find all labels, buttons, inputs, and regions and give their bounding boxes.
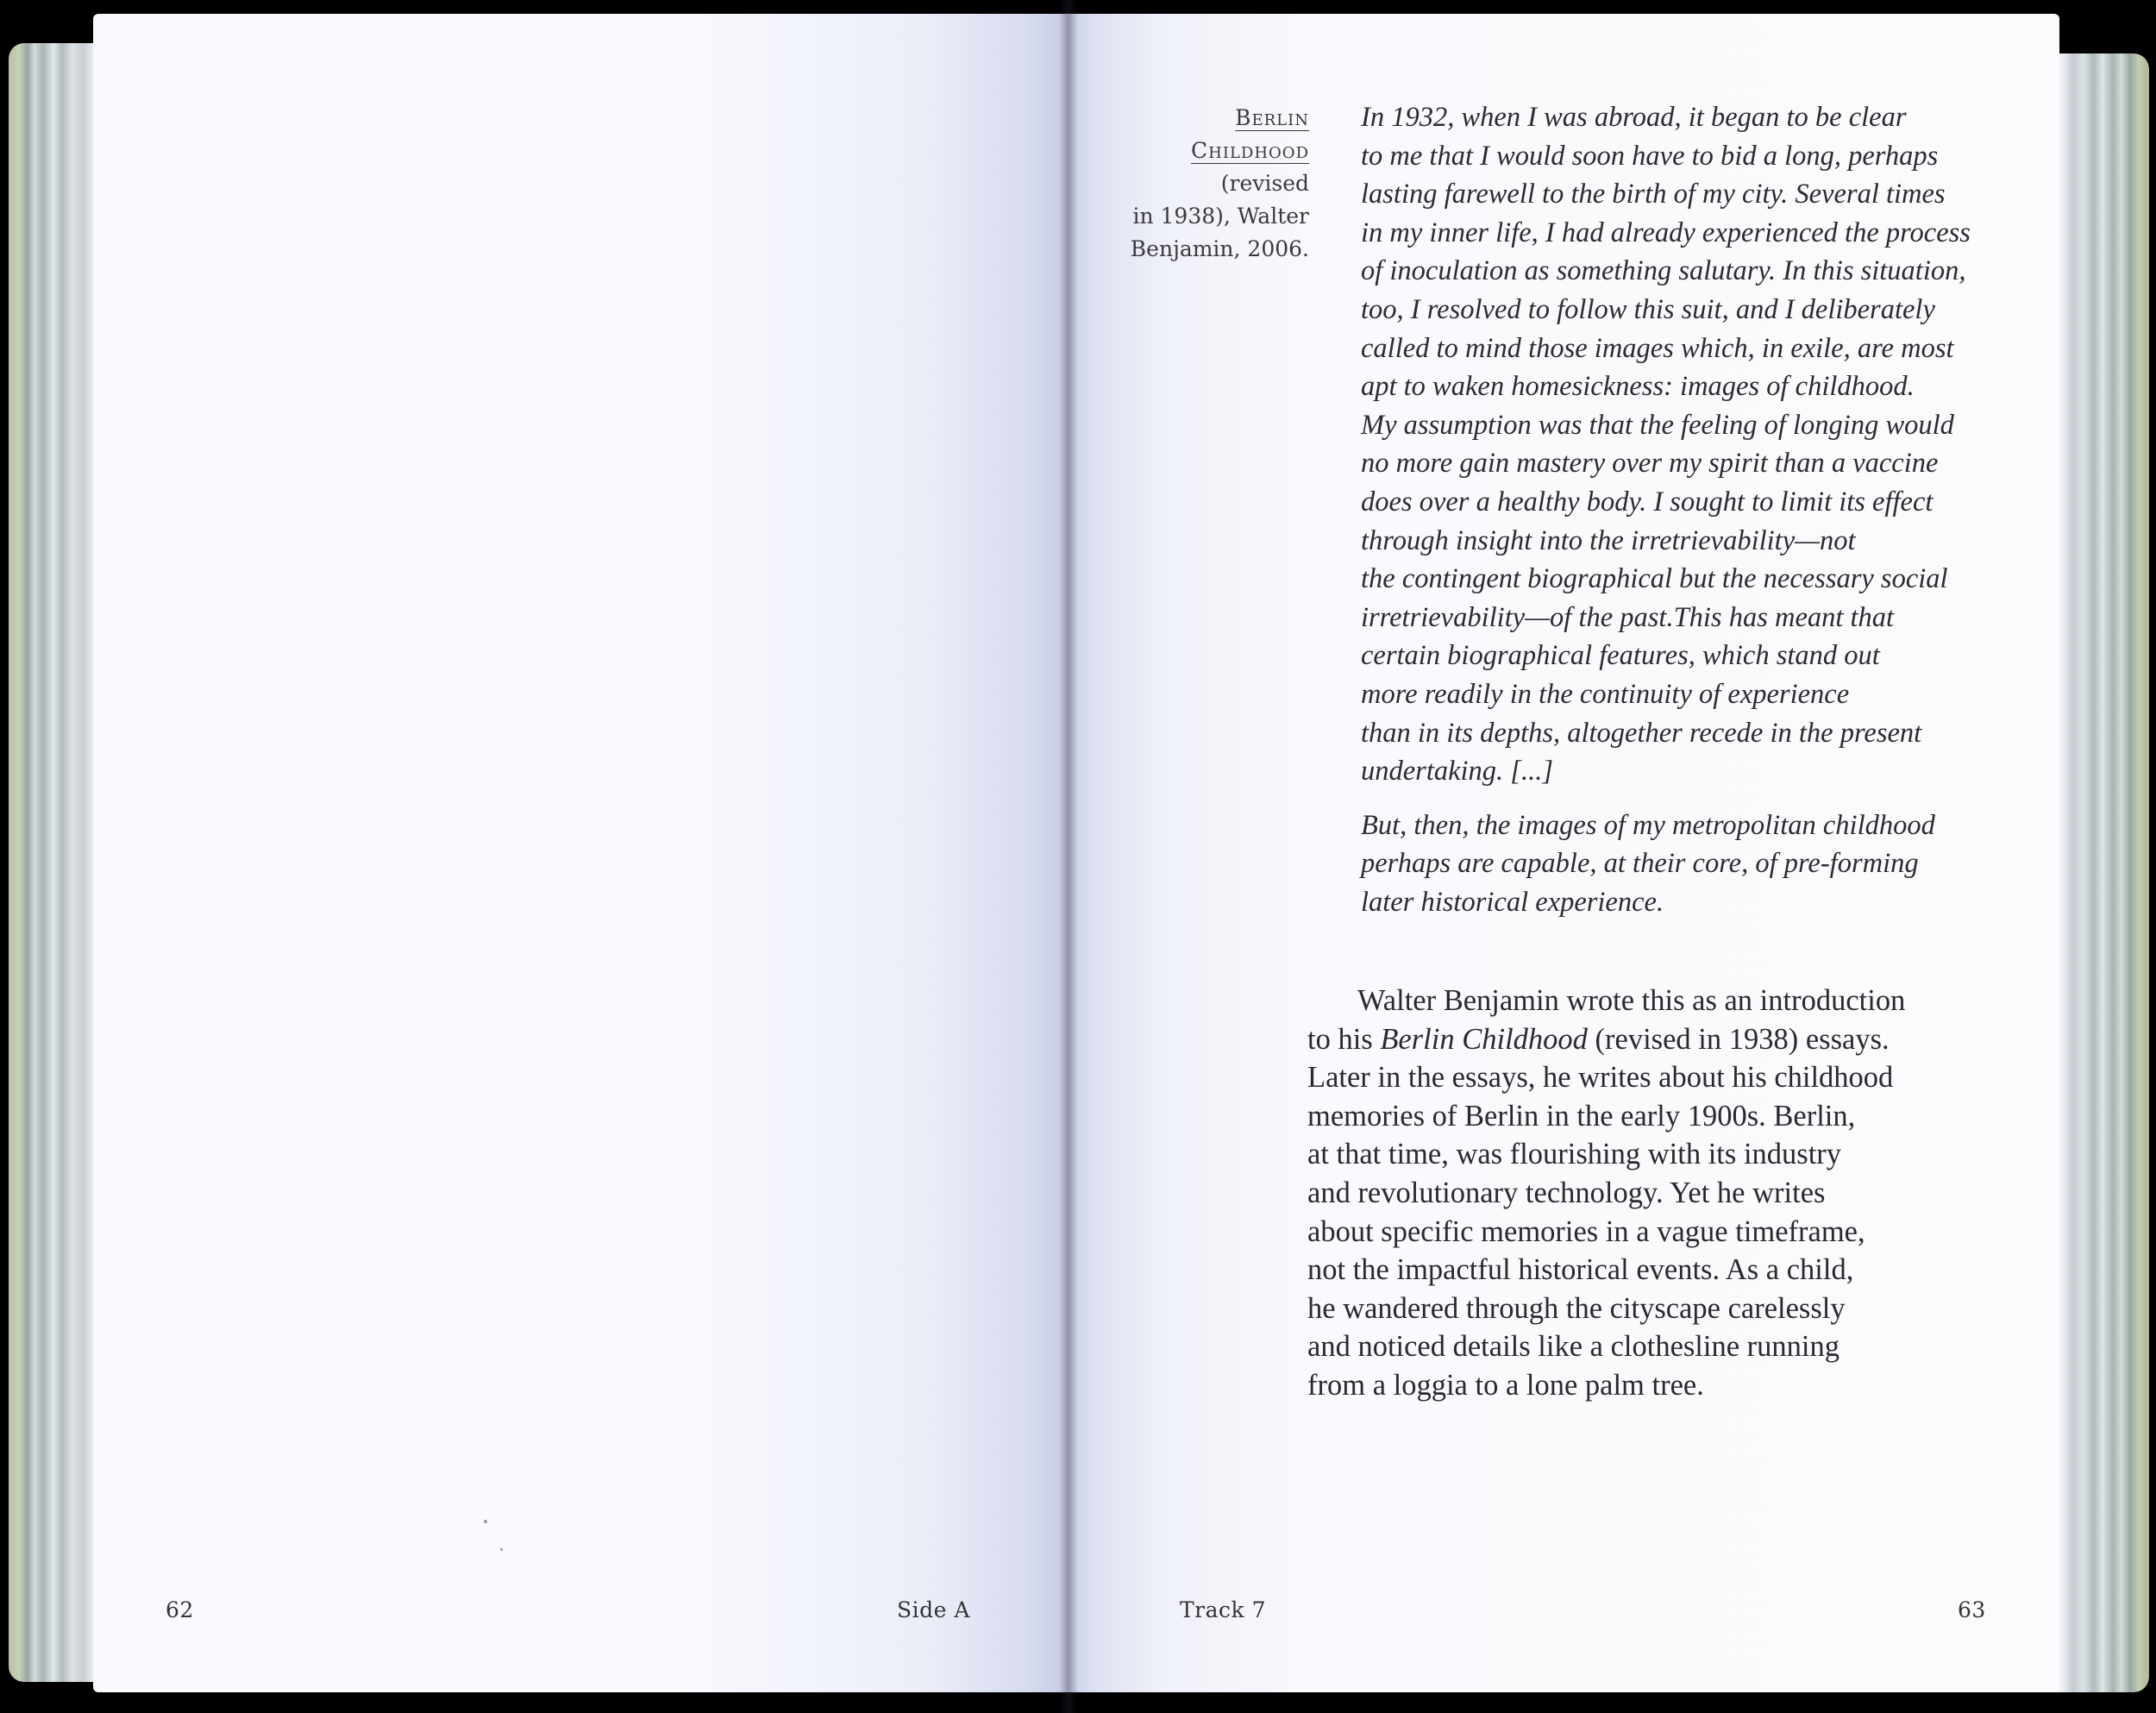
quote-line: through insight into the irretrievability—not (1361, 524, 1856, 556)
quote-line: lasting farewell to the birth of my city. Several times (1361, 179, 1946, 210)
sidenote-line3: (revised (1220, 171, 1309, 196)
book-title-italic: Berlin Childhood (1380, 1022, 1588, 1056)
quote-line: than in its depths, altogether recede in the present (1361, 717, 1922, 749)
quote-line: apt to waken homesickness: images of childhood. (1361, 371, 1915, 403)
paper-speck (500, 1548, 503, 1551)
quote-line: no more gain mastery over my spirit than a vaccine (1361, 448, 1939, 480)
quote-line: called to mind those images which, in exile, are most (1361, 332, 1954, 364)
quote-paragraph-1 (1361, 98, 1999, 791)
quote-line: perhaps are capable, at their core, of pre-forming (1361, 848, 1919, 880)
sidenote-title-line2: Childhood (1191, 138, 1309, 163)
left-page-edges (9, 43, 103, 1682)
body-line: from a loggia to a lone palm tree. (1307, 1368, 1704, 1402)
body-line: Later in the essays, he writes about his childhood (1307, 1061, 1894, 1095)
body-line: he wandered through the cityscape carelessly (1307, 1291, 1846, 1325)
body-text: (revised in 1938) essays. (1587, 1022, 1890, 1056)
sidenote-title-line1: Berlin (1235, 105, 1309, 130)
sidenote-line5: Benjamin, 2006. (1130, 236, 1309, 261)
quote-line: does over a healthy body. I sought to limit its effect (1361, 486, 1934, 518)
sidenote-citation (1121, 102, 1309, 266)
quote-line: In 1932, when I was abroad, it began to be clear (1361, 102, 1907, 133)
quote-line: in my inner life, I had already experienced the process (1361, 216, 1971, 248)
block-quote (1361, 98, 1999, 921)
left-page (93, 14, 1068, 1692)
quote-paragraph-2 (1361, 806, 1999, 922)
quote-line: certain biographical features, which stand out (1361, 640, 1880, 672)
quote-line: undertaking. [...] (1361, 756, 1553, 787)
quote-line: to me that I would soon have to bid a long, perhaps (1361, 140, 1939, 172)
quote-line: irretrievability—of the past.This has meant that (1361, 601, 1895, 633)
body-line: and revolutionary technology. Yet he writes (1307, 1176, 1826, 1209)
body-line: about specific memories in a vague timeframe, (1307, 1214, 1865, 1248)
right-running-footer: Track 7 (1180, 1597, 1267, 1622)
quote-line: of inoculation as something salutary. In this situation, (1361, 255, 1966, 287)
quote-line: more readily in the continuity of experience (1361, 678, 1850, 710)
right-page-number: 63 (1958, 1597, 1986, 1622)
quote-line: My assumption was that the feeling of longing would (1361, 409, 1954, 441)
book-gutter (1059, 0, 1078, 1713)
body-text: to his (1307, 1022, 1381, 1056)
paper-speck (484, 1520, 487, 1523)
right-page-edges (2054, 53, 2149, 1692)
left-page-number: 62 (166, 1597, 194, 1622)
sidenote-line4: in 1938), Walter (1132, 204, 1309, 229)
body-line: and noticed details like a clothesline running (1307, 1330, 1839, 1364)
quote-line: too, I resolved to follow this suit, and I deliberately (1361, 293, 1935, 325)
quote-line: But, then, the images of my metropolitan childhood (1361, 809, 1935, 841)
body-line: not the impactful historical events. As a child, (1307, 1253, 1854, 1287)
body-line: Walter Benjamin wrote this as an introduction (1357, 984, 1906, 1017)
body-line: memories of Berlin in the early 1900s. Berlin, (1307, 1099, 1856, 1133)
body-paragraph (1307, 982, 1997, 1405)
body-line (1307, 1020, 1997, 1059)
left-running-footer: Side A (897, 1597, 970, 1622)
quote-line: the contingent biographical but the necessary social (1361, 563, 1948, 595)
body-line: at that time, was flourishing with its industry (1307, 1138, 1842, 1171)
quote-line: later historical experience. (1361, 886, 1664, 918)
